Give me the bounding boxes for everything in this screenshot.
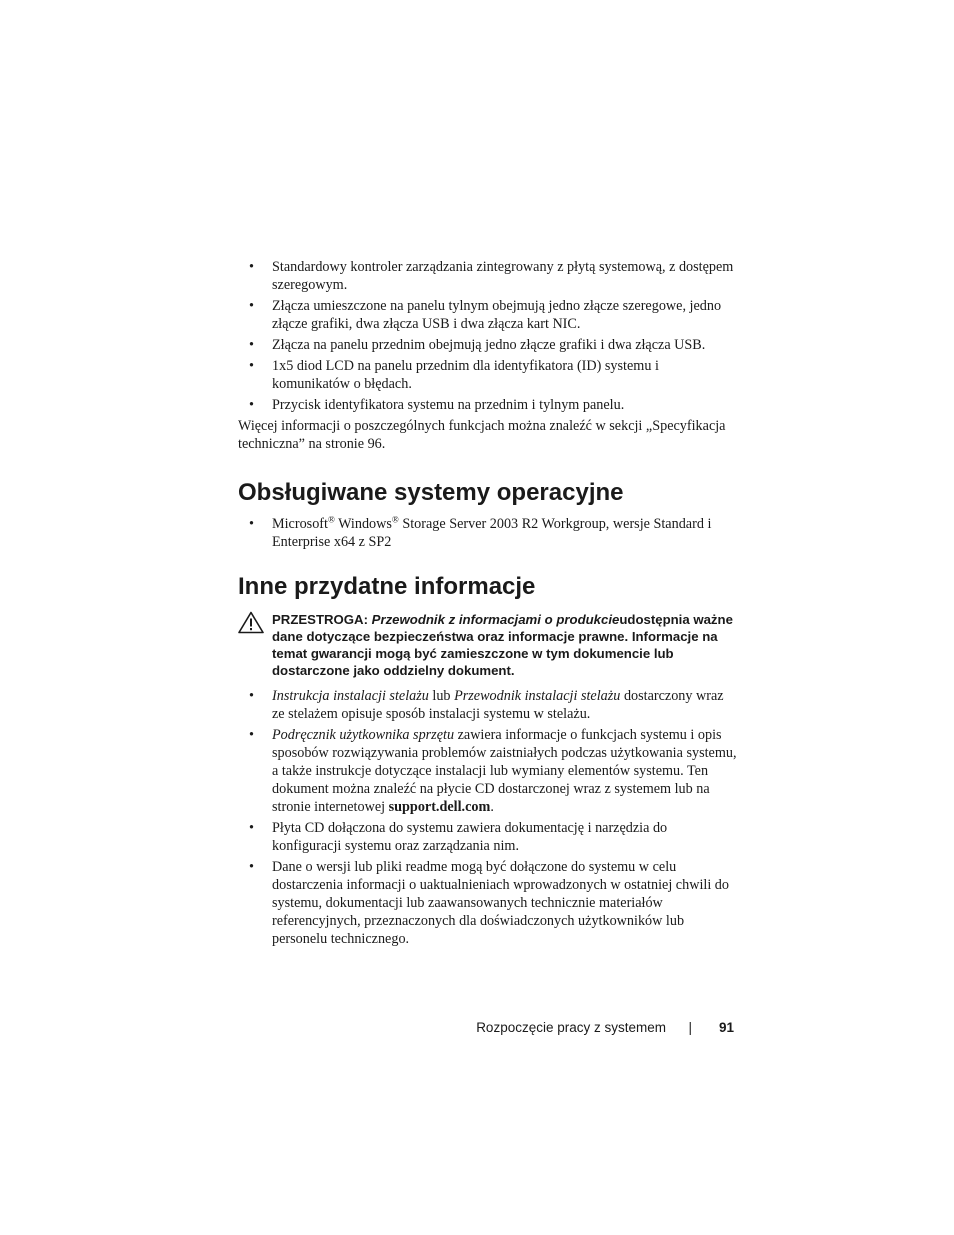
feature-list [238, 258, 738, 414]
os-microsoft: Microsoft [272, 516, 328, 532]
list-item: • Przycisk identyfikatora systemu na przednim i tylnym panelu. [238, 396, 738, 414]
list-item: • Płyta CD dołączona do systemu zawiera dokumentację i narzędzia do konfiguracji systemu oraz zarządzania nim. [238, 819, 738, 855]
list-item: • Złącza umieszczone na panelu tylnym obejmują jedno złącze szeregowe, jedno złącze grafiki, dwa złącza USB i dwa złącza kart NIC. [238, 297, 738, 333]
doc-title: Podręcznik użytkownika sprzętu [272, 727, 455, 743]
page-footer [430, 1019, 734, 1039]
list-item: • Standardowy kontroler zarządzania zintegrowany z płytą systemową, z dostępem szeregowym. [238, 258, 738, 294]
list-item: • Złącza na panelu przednim obejmują jedno złącze grafiki i dwa złącza USB. [238, 336, 738, 354]
os-windows: Windows [334, 516, 392, 532]
doc-title: Instrukcja instalacji stelażu [272, 688, 429, 704]
doc-title: Przewodnik instalacji stelażu [454, 688, 621, 704]
page-content [238, 258, 738, 951]
footer-separator: | [688, 1020, 692, 1035]
warning-triangle-icon [238, 611, 264, 634]
list-item [238, 687, 738, 723]
support-link: support.dell.com [388, 799, 491, 815]
registered-mark: ® [391, 514, 399, 525]
page-number: 91 [718, 1020, 734, 1035]
list-item [238, 726, 738, 816]
footer-section-title: Rozpoczęcie pracy z systemem [476, 1020, 666, 1035]
list-item: • 1x5 diod LCD na panelu przednim dla identyfikatora (ID) systemu i komunikatów o błędach. [238, 357, 738, 393]
list-text: lub [428, 688, 455, 704]
caution-doc-title: Przewodnik z informacjami o produkcie [371, 612, 620, 627]
caution-label: PRZESTROGA: [272, 612, 368, 627]
os-list-item [238, 515, 738, 551]
os-details: Storage Server 2003 R2 Workgroup, wersje Standard i Enterprise x64 z SP2 [272, 516, 712, 550]
list-text: zawiera informacje o funkcjach systemu i opis sposobów rozwiązywania problemów zaistniałych podczas użytkowania systemu, a także instrukcje dotyczące instalacji lub wymiany elementów systemu. Ten dokument można znaleźć na płycie CD dostarczonej wraz z systemem lub na stronie internetowej [272, 727, 737, 815]
os-list [238, 515, 738, 551]
os-heading: Obsługiwane systemy operacyjne [238, 479, 624, 506]
list-item: • Dane o wersji lub pliki readme mogą być dołączone do systemu w celu dostarczenia informacji o uaktualnieniach wprowadzonych w ostatniej chwili do systemu, dokumentacji lub zaawansowanych technicznie materiałów referencyjnych, przeznaczonych dla doświadczonych użytkowników lub personelu technicznego. [238, 858, 738, 948]
list-text: . [490, 799, 494, 815]
caution-text: udostępnia ważne dane dotyczące bezpieczeństwa oraz informacje prawne. Informacje na temat gwarancji mogą być zamieszczone w tym dokumencie lub dostarczone jako oddzielny dokument. [272, 612, 733, 678]
caution-note [238, 611, 738, 679]
docs-list [238, 687, 738, 948]
more-info-paragraph: Więcej informacji o poszczególnych funkcjach można znaleźć w sekcji „Specyfikacja techniczna” na stronie 96. [238, 418, 726, 452]
other-info-heading: Inne przydatne informacje [238, 573, 536, 600]
list-text: dostarczony wraz ze stelażem opisuje sposób instalacji systemu w stelażu. [272, 688, 724, 722]
registered-mark: ® [327, 514, 335, 525]
